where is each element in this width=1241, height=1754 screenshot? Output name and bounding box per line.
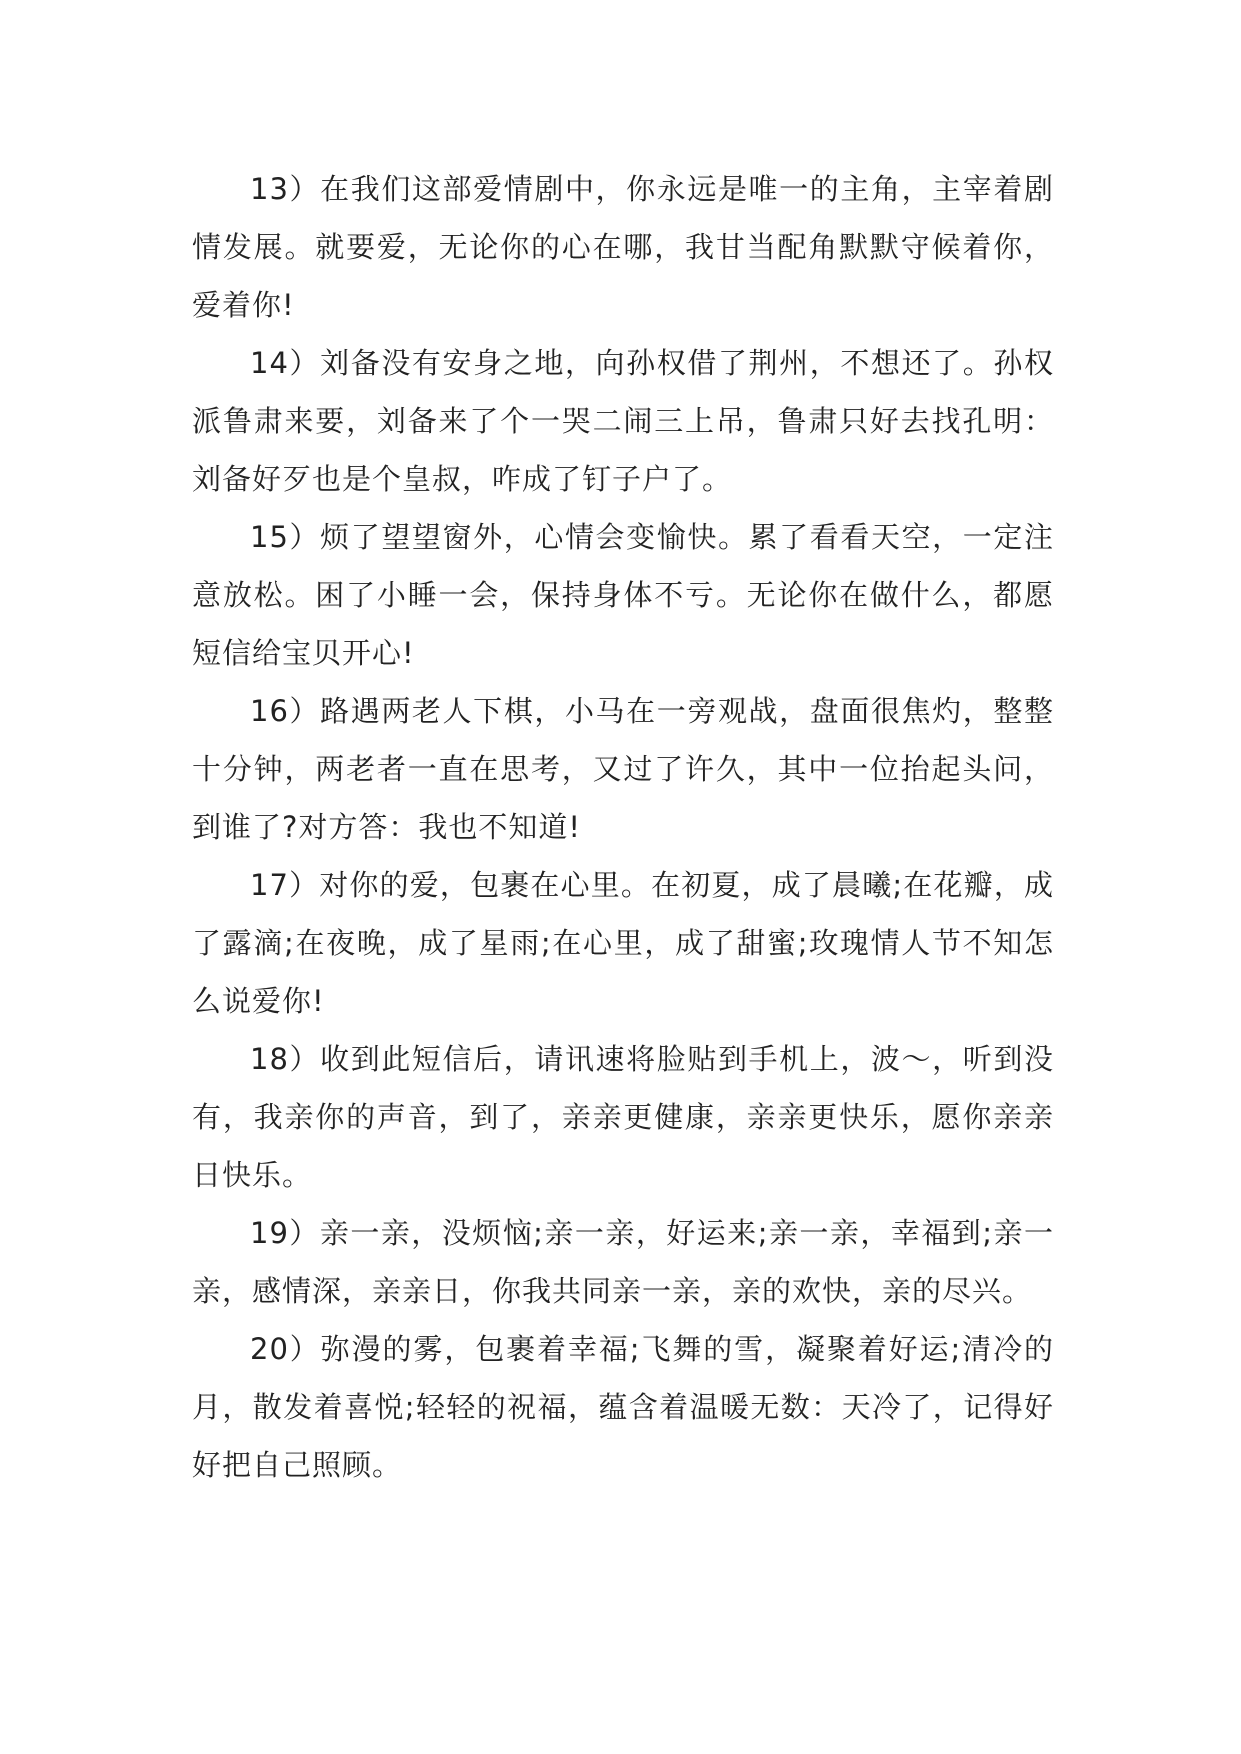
paragraph-19: 19）亲一亲，没烦恼;亲一亲，好运来;亲一亲，幸福到;亲一亲，感情深，亲亲日，你我共同亲一亲，亲的欢快，亲的尽兴。 bbox=[192, 1216, 1054, 1308]
paragraph-15: 15）烦了望望窗外，心情会变愉快。累了看看天空，一定注意放松。困了小睡一会，保持身体不亏。无论你在做什么，都愿短信给宝贝开心! bbox=[192, 520, 1054, 670]
paragraph-13: 13）在我们这部爱情剧中，你永远是唯一的主角，主宰着剧情发展。就要爱，无论你的心在哪，我甘当配角默默守候着你，爱着你! bbox=[192, 172, 1054, 322]
paragraph-20: 20）弥漫的雾，包裹着幸福;飞舞的雪，凝聚着好运;清冷的月，散发着喜悦;轻轻的祝福，蕴含着温暖无数：天冷了，记得好好把自己照顾。 bbox=[192, 1332, 1054, 1482]
paragraph-18: 18）收到此短信后，请讯速将脸贴到手机上，波～，听到没有，我亲你的声音，到了，亲亲更健康，亲亲更快乐，愿你亲亲日快乐。 bbox=[192, 1042, 1054, 1192]
document-body bbox=[192, 160, 1054, 1494]
paragraph-16: 16）路遇两老人下棋，小马在一旁观战，盘面很焦灼，整整十分钟，两老者一直在思考，又过了许久，其中一位抬起头问，到谁了?对方答：我也不知道! bbox=[192, 694, 1054, 844]
paragraph-14: 14）刘备没有安身之地，向孙权借了荆州，不想还了。孙权派鲁肃来要，刘备来了个一哭二闹三上吊，鲁肃只好去找孔明：刘备好歹也是个皇叔，咋成了钉子户了。 bbox=[192, 346, 1054, 496]
paragraph-17: 17）对你的爱，包裹在心里。在初夏，成了晨曦;在花瓣，成了露滴;在夜晚，成了星雨;在心里，成了甜蜜;玫瑰情人节不知怎么说爱你! bbox=[192, 868, 1054, 1018]
